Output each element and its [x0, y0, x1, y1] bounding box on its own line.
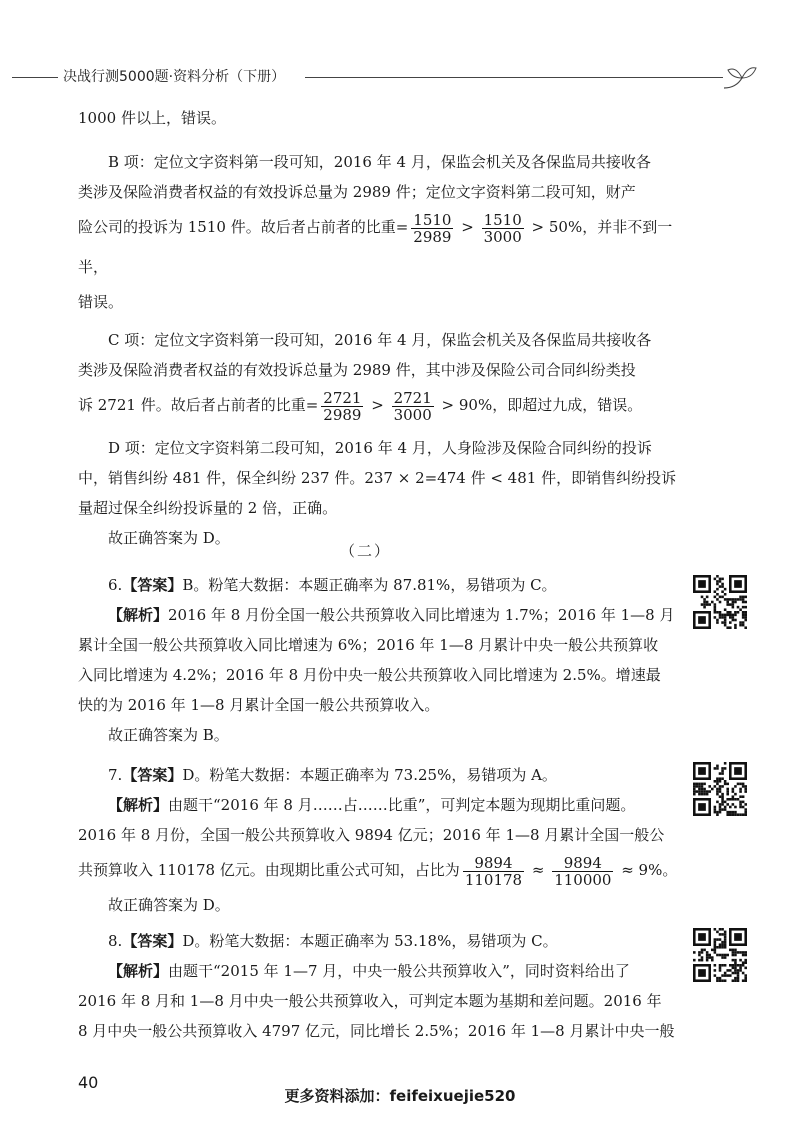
- header-rule-left: [12, 77, 58, 78]
- page-number: 40: [78, 1073, 99, 1092]
- section-title: （二）: [340, 542, 392, 560]
- option-c-formula-line: 诉 2721 件。故后者占前者的比重= $\frac{2721}{2989}$ > $\frac{2721}{3000}$ > 90%，即超过九成，错误。: [78, 388, 643, 424]
- answer-line: 6.【答案】B。粉笔大数据：本题正确率为 87.81%，易错项为 C。: [108, 576, 557, 594]
- final-answer: 故正确答案为 B。: [108, 726, 229, 744]
- answer-block-1: [78, 103, 684, 553]
- fraction: $\frac{9894}{110178}$: [464, 853, 523, 889]
- analysis-line: 【解析】由题干“2015 年 1—7 月，中央一般公共预算收入”，同时资料给出了: [108, 962, 630, 980]
- option-d-line: 量超过保全纠纷投诉量的 2 倍，正确。: [78, 499, 338, 517]
- running-title: 决战行测5000题·资料分析（下册）: [63, 69, 286, 85]
- option-d-line: D 项：定位文字资料第二段可知，2016 年 4 月，人身险涉及保险合同纠纷的投诉: [108, 439, 652, 457]
- analysis-formula-line: 共预算收入 110178 亿元。由现期比重公式可知，占比为 $\frac{9894}{110178}$ ≈ $\frac{9894}{110000}$ ≈ 9%。: [78, 853, 678, 889]
- option-c-line: 类涉及保险消费者权益的有效投诉总量为 2989 件，其中涉及保险公司合同纠纷类投: [78, 361, 636, 379]
- analysis-line: 【解析】2016 年 8 月份全国一般公共预算收入同比增速为 1.7%；2016 年 1—8 月: [108, 606, 675, 624]
- final-answer: 故正确答案为 D。: [108, 896, 230, 914]
- analysis-line: 入同比增速为 4.2%；2016 年 8 月份中央一般公共预算收入同比增速为 2.5%。增速最: [78, 666, 661, 684]
- answer-line: 8.【答案】D。粉笔大数据：本题正确率为 53.18%，易错项为 C。: [108, 932, 558, 950]
- text-line: 错误。: [78, 293, 124, 311]
- answer-line: 7.【答案】D。粉笔大数据：本题正确率为 73.25%，易错项为 A。: [108, 766, 557, 784]
- option-c-line: C 项：定位文字资料第一段可知，2016 年 4 月，保监会机关及各保监局共接收各: [108, 331, 652, 349]
- fraction: $\frac{1510}{3000}$: [483, 210, 522, 246]
- analysis-line: 8 月中央一般公共预算收入 4797 亿元，同比增长 2.5%；2016 年 1—8 月累计中央一般: [78, 1022, 675, 1040]
- qr-code-icon: [693, 762, 747, 816]
- question-8: [78, 926, 684, 1046]
- text-line: 1000 件以上，错误。: [78, 109, 226, 127]
- analysis-line: 累计全国一般公共预算收入同比增速为 6%；2016 年 1—8 月累计中央一般公共预算收: [78, 636, 659, 654]
- answer-line: 故正确答案为 D。: [108, 529, 230, 547]
- fraction: $\frac{2721}{2989}$: [323, 388, 362, 424]
- fraction: $\frac{9894}{110000}$: [554, 853, 612, 889]
- analysis-line: 2016 年 8 月和 1—8 月中央一般公共预算收入，可判定本题为基期和差问题。2016 年: [78, 992, 662, 1010]
- footer-note: 更多资料添加：feifeixuejie520: [284, 1087, 516, 1105]
- page-header: [0, 62, 800, 92]
- qr-code-icon: [693, 928, 747, 982]
- qr-code-icon: [693, 575, 747, 629]
- fraction: $\frac{2721}{3000}$: [393, 388, 432, 424]
- option-b-formula-line: 险公司的投诉为 1510 件。故后者占前者的比重= $\frac{1510}{2989}$ > $\frac{1510}{3000}$ > 50%，并非不到一半，: [78, 210, 673, 276]
- question-7: [78, 760, 684, 920]
- option-b-line: B 项：定位文字资料第一段可知，2016 年 4 月，保监会机关及各保监局共接收各: [108, 153, 651, 171]
- fraction: $\frac{1510}{2989}$: [413, 210, 452, 246]
- analysis-line: 【解析】由题干“2016 年 8 月……占……比重”，可判定本题为现期比重问题。: [108, 796, 636, 814]
- option-d-line: 中，销售纠纷 481 件，保全纠纷 237 件。237 × 2=474 件 < 481 件，即销售纠纷投诉: [78, 469, 677, 487]
- analysis-line: 2016 年 8 月份，全国一般公共预算收入 9894 亿元；2016 年 1—8 月累计全国一般公: [78, 826, 665, 844]
- sprout-icon: [722, 64, 762, 92]
- question-6: [78, 570, 684, 750]
- option-b-line: 类涉及保险消费者权益的有效投诉总量为 2989 件；定位文字资料第二段可知，财产: [78, 183, 636, 201]
- header-rule-right: [305, 77, 723, 78]
- analysis-line: 快的为 2016 年 1—8 月累计全国一般公共预算收入。: [78, 696, 440, 714]
